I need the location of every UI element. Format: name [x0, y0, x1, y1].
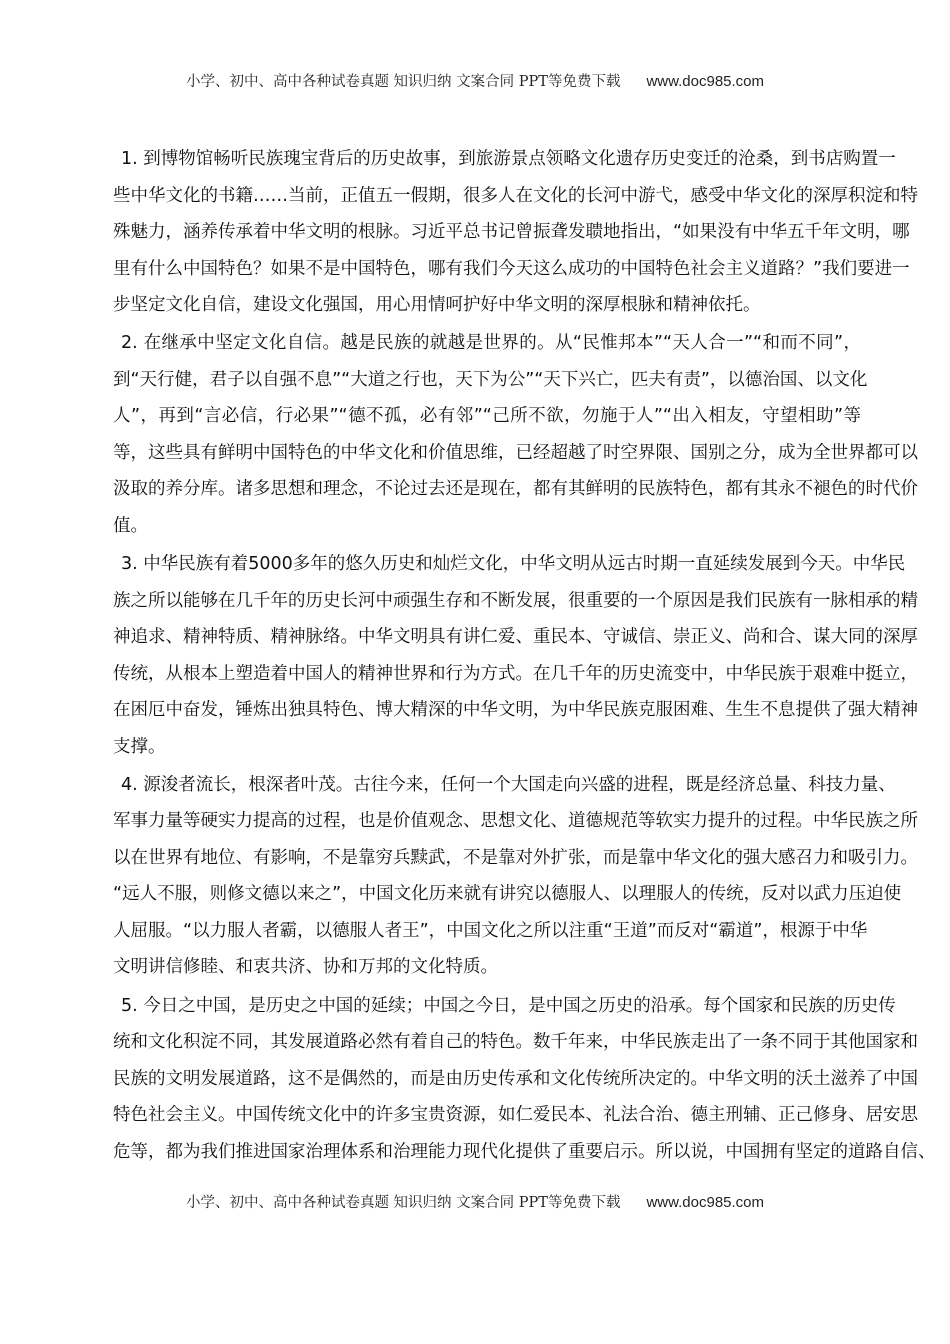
paragraph-2 — [113, 325, 918, 544]
page-footer — [0, 1191, 950, 1212]
text-line: 到“天行健，君子以自强不息”“大道之行也，天下为公”“天下兴亡，匹夫有责”，以德治国、以文化 — [113, 369, 868, 390]
text-line: 族之所以能够在几千年的历史长河中顽强生存和不断发展，很重要的一个原因是我们民族有一脉相承的精 — [113, 590, 918, 611]
text-line: 支撑。 — [113, 736, 166, 757]
text-line: 值。 — [113, 515, 148, 536]
text-line: 在困厄中奋发，锤炼出独具特色、博大精深的中华文明，为中华民族克服困难、生生不息提供了强大精神 — [113, 700, 918, 721]
footer-site-link[interactable]: www.doc985.com — [646, 1194, 765, 1211]
paragraph-3 — [113, 546, 918, 765]
paragraph-5 — [113, 988, 936, 1171]
text-line: 人屈服。“以力服人者霸，以德服人者王”，中国文化之所以注重“王道”而反对“霸道”，根源于中华 — [113, 920, 868, 941]
text-line: 人”，再到“言必信，行必果”“德不孤，必有邻”“己所不欲，勿施于人”“出入相友，守望相助”等 — [113, 406, 861, 427]
page-header — [0, 70, 950, 91]
text-line: 1. 到博物馆畅听民族瑰宝背后的历史故事，到旅游景点领略文化遗存历史变迁的沧桑，到书店购置一 — [121, 149, 896, 169]
text-line: 神追求、精神特质、精神脉络。中华文明具有讲仁爱、重民本、守诚信、崇正义、尚和合、谋大同的深厚 — [113, 627, 918, 648]
text-line: 汲取的养分库。诸多思想和理念，不论过去还是现在，都有其鲜明的民族特色，都有其永不褪色的时代价 — [113, 479, 918, 500]
text-line: 传统，从根本上塑造着中国人的精神世界和行为方式。在几千年的历史流变中，中华民族于艰难中挺立， — [113, 663, 918, 684]
text-line: 危等，都为我们推进国家治理体系和治理能力现代化提供了重要启示。所以说，中国拥有坚定的道路自信、 — [113, 1141, 936, 1162]
text-line: 文明讲信修睦、和衷共济、协和万邦的文化特质。 — [113, 957, 498, 978]
text-line: 5. 今日之中国，是历史之中国的延续；中国之今日，是中国之历史的沿承。每个国家和民族的历史传 — [121, 995, 896, 1016]
text-line: 步坚定文化自信，建设文化强国，用心用情呵护好中华文明的深厚根脉和精神依托。 — [113, 295, 761, 315]
header-site-link[interactable]: www.doc985.com — [646, 73, 765, 90]
text-line: “远人不服，则修文德以来之”，中国文化历来就有讲究以德服人、以理服人的传统，反对以武力压迫使 — [113, 884, 902, 905]
text-line: 些中华文化的书籍……当前，正值五一假期，很多人在文化的长河中游弋，感受中华文化的深厚积淀和特 — [113, 185, 918, 206]
text-line: 里有什么中国特色？如果不是中国特色，哪有我们今天这么成功的中国特色社会主义道路？”我们要进一 — [113, 258, 910, 279]
text-line: 民族的文明发展道路，这不是偶然的，而是由历史传承和文化传统所决定的。中华文明的沃土滋养了中国 — [113, 1068, 918, 1089]
text-line: 以在世界有地位、有影响，不是靠穷兵黩武，不是靠对外扩张，而是靠中华文化的强大感召力和吸引力。 — [113, 847, 918, 868]
header-text: 小学、初中、高中各种试卷真题 知识归纳 文案合同 PPT等免费下载 — [185, 74, 621, 90]
text-line: 殊魅力，涵养传承着中华文明的根脉。习近平总书记曾振聋发聩地指出，“如果没有中华五千年文明，哪 — [113, 222, 910, 242]
text-line: 统和文化积淀不同，其发展道路必然有着自己的特色。数千年来，中华民族走出了一条不同于其他国家和 — [113, 1032, 918, 1053]
footer-text: 小学、初中、高中各种试卷真题 知识归纳 文案合同 PPT等免费下载 — [185, 1195, 621, 1211]
text-line: 2. 在继承中坚定文化自信。越是民族的就越是世界的。从“民惟邦本”“天人合一”“和而不同”， — [121, 333, 861, 354]
paragraph-4 — [113, 767, 918, 986]
paragraph-1 — [113, 141, 918, 324]
text-line: 3. 中华民族有着5000多年的悠久历史和灿烂文化，中华文明从远古时期一直延续发展到今天。中华民 — [121, 554, 906, 575]
text-line: 军事力量等硬实力提高的过程，也是价值观念、思想文化、道德规范等软实力提升的过程。中华民族之所 — [113, 811, 918, 832]
document-body — [113, 141, 936, 1172]
text-line: 等，这些具有鲜明中国特色的中华文化和价值思维，已经超越了时空界限、国别之分，成为全世界都可以 — [113, 442, 918, 463]
text-line: 特色社会主义。中国传统文化中的许多宝贵资源，如仁爱民本、礼法合治、德主刑辅、正己修身、居安思 — [113, 1105, 918, 1126]
text-line: 4. 源浚者流长，根深者叶茂。古往今来，任何一个大国走向兴盛的进程，既是经济总量、科技力量、 — [121, 774, 896, 795]
